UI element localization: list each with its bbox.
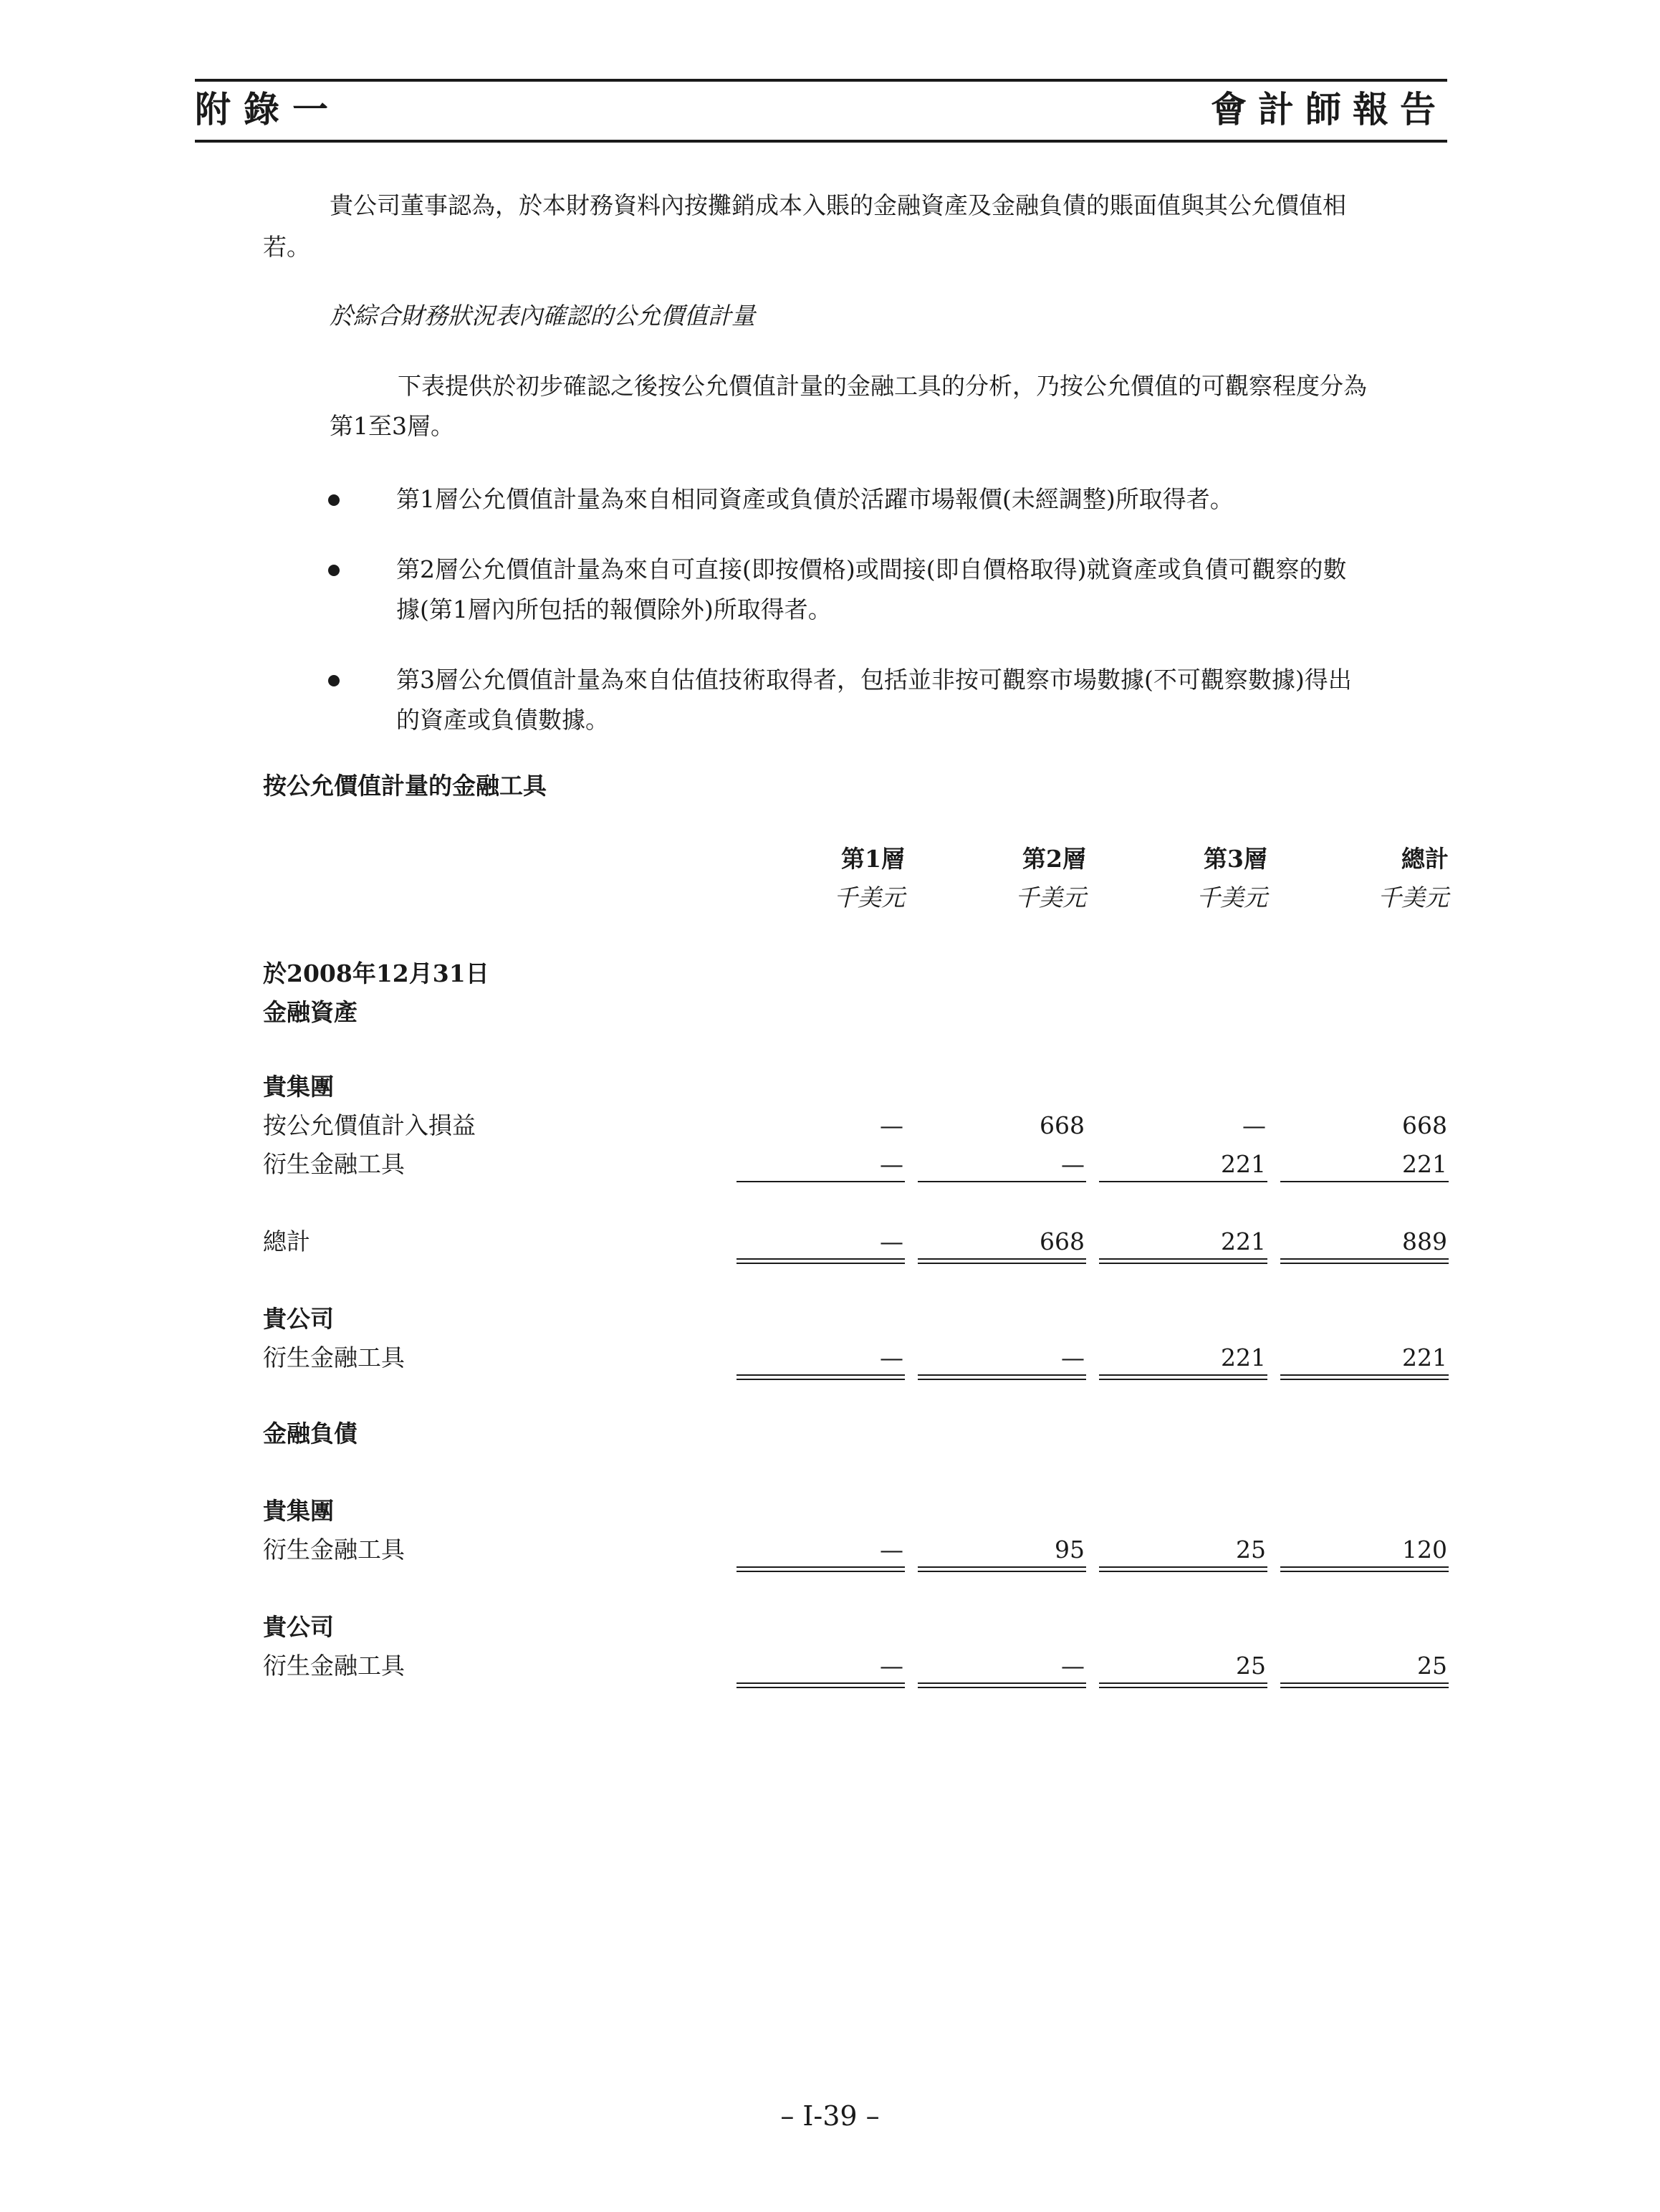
table-cell: 221 (1221, 1344, 1266, 1371)
col-header-level2: 第2層 (1022, 845, 1086, 873)
col-unit-level3: 千美元 (1196, 884, 1267, 911)
intro-paragraph: 貴公司董事認為，於本財務資料內按攤銷成本入賬的金融資產及金融負債的賬面值與其公允價值相 (330, 191, 1346, 219)
appendix-title: 附錄一 (195, 88, 341, 130)
col-header-level3: 第3層 (1204, 845, 1267, 873)
double-underline (918, 1682, 1086, 1684)
table-cell: — (880, 1111, 903, 1139)
col-header-total: 總計 (1401, 845, 1449, 873)
underline (737, 1181, 905, 1182)
double-underline (737, 1687, 905, 1688)
row-label: 按公允價值計入損益 (263, 1111, 476, 1139)
double-underline (1280, 1571, 1449, 1572)
financial-liabilities-label: 金融負債 (263, 1419, 358, 1447)
double-underline (1280, 1379, 1449, 1380)
bullet-level1: 第1層公允價值計量為來自相同資產或負債於活躍市場報價(未經調整)所取得者。 (396, 485, 1234, 513)
report-title: 會計師報告 (1211, 88, 1447, 130)
double-underline (1280, 1682, 1449, 1684)
row-label: 衍生金融工具 (263, 1652, 405, 1680)
bullet-level2: 第2層公允價值計量為來自可直接(即按價格)或間接(即自價格取得)就資產或負債可觀察的數 (396, 555, 1347, 583)
double-underline (1280, 1374, 1449, 1376)
row-label: 衍生金融工具 (263, 1150, 405, 1178)
table-cell: 668 (1040, 1227, 1085, 1255)
double-underline (1099, 1263, 1267, 1264)
bullet-dot (328, 565, 340, 576)
header-top-rule (195, 79, 1447, 82)
double-underline (737, 1374, 905, 1376)
table-cell: — (880, 1344, 903, 1371)
double-underline (737, 1379, 905, 1380)
col-unit-level2: 千美元 (1015, 884, 1086, 911)
fair-value-subheading: 於綜合財務狀況表內確認的公允價值計量 (330, 302, 755, 330)
double-underline (1280, 1258, 1449, 1260)
group-label: 貴集團 (263, 1073, 334, 1101)
double-underline (918, 1687, 1086, 1688)
table-title: 按公允價值計量的金融工具 (263, 772, 547, 800)
double-underline (1280, 1263, 1449, 1264)
table-cell: 221 (1402, 1150, 1447, 1178)
header-bottom-rule (195, 140, 1447, 143)
intro-paragraph-cont: 若。 (263, 233, 310, 261)
company-label: 貴公司 (263, 1613, 334, 1641)
row-label: 總計 (263, 1227, 310, 1255)
double-underline (737, 1263, 905, 1264)
double-underline (1099, 1682, 1267, 1684)
table-cell: 668 (1040, 1111, 1085, 1139)
table-cell: 889 (1402, 1227, 1447, 1255)
table-cell: — (1242, 1111, 1266, 1139)
double-underline (1099, 1374, 1267, 1376)
table-cell: 25 (1417, 1652, 1447, 1680)
table-cell: 95 (1055, 1536, 1085, 1564)
bullet-level3-cont: 的資產或負債數據。 (396, 706, 609, 734)
table-cell: — (880, 1150, 903, 1178)
double-underline (918, 1263, 1086, 1264)
double-underline (918, 1379, 1086, 1380)
table-date-label: 於2008年12月31日 (263, 959, 489, 987)
underline (1280, 1181, 1449, 1182)
table-cell: 120 (1402, 1536, 1447, 1564)
double-underline (1280, 1687, 1449, 1688)
bullet-level2-cont: 據(第1層內所包括的報價除外)所取得者。 (396, 595, 832, 623)
row-label: 衍生金融工具 (263, 1344, 405, 1371)
double-underline (1099, 1258, 1267, 1260)
bullet-level3: 第3層公允價值計量為來自估值技術取得者，包括並非按可觀察市場數據(不可觀察數據)得出 (396, 666, 1352, 694)
table-cell: — (880, 1536, 903, 1564)
bullet-dot (328, 494, 340, 506)
double-underline (1280, 1566, 1449, 1568)
double-underline (1099, 1379, 1267, 1380)
double-underline (737, 1566, 905, 1568)
double-underline (1099, 1566, 1267, 1568)
double-underline (918, 1258, 1086, 1260)
double-underline (737, 1682, 905, 1684)
group-label: 貴集團 (263, 1497, 334, 1525)
col-unit-level1: 千美元 (834, 884, 905, 911)
table-cell: — (1061, 1344, 1085, 1371)
col-unit-total: 千美元 (1378, 884, 1449, 911)
table-cell: 221 (1402, 1344, 1447, 1371)
table-cell: 668 (1402, 1111, 1447, 1139)
double-underline (918, 1566, 1086, 1568)
bullet-dot (328, 675, 340, 686)
table-cell: — (1061, 1652, 1085, 1680)
double-underline (737, 1571, 905, 1572)
page-number: – I-39 – (780, 2100, 880, 2132)
row-label: 衍生金融工具 (263, 1536, 405, 1564)
table-cell: 221 (1221, 1227, 1266, 1255)
double-underline (1099, 1687, 1267, 1688)
double-underline (918, 1571, 1086, 1572)
underline (1099, 1181, 1267, 1182)
financial-assets-label: 金融資產 (263, 998, 358, 1026)
table-cell: 25 (1236, 1652, 1266, 1680)
company-label: 貴公司 (263, 1305, 334, 1333)
table-cell: — (1061, 1150, 1085, 1178)
table-cell: 25 (1236, 1536, 1266, 1564)
double-underline (1099, 1571, 1267, 1572)
hierarchy-description: 下表提供於初步確認之後按公允價值計量的金融工具的分析，乃按公允價值的可觀察程度分為 (398, 372, 1367, 400)
underline (918, 1181, 1086, 1182)
table-cell: — (880, 1652, 903, 1680)
table-cell: — (880, 1227, 903, 1255)
hierarchy-description-cont: 第1至3層。 (330, 412, 454, 440)
col-header-level1: 第1層 (841, 845, 905, 873)
double-underline (737, 1258, 905, 1260)
table-cell: 221 (1221, 1150, 1266, 1178)
double-underline (918, 1374, 1086, 1376)
